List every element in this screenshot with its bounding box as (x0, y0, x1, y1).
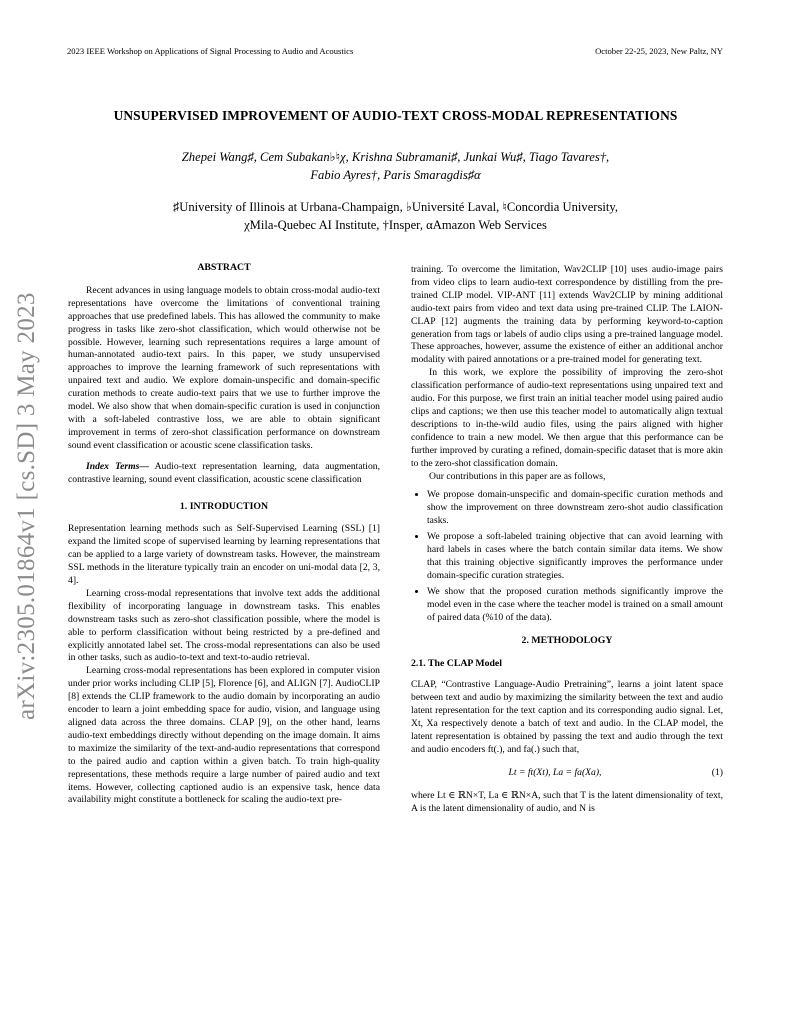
right-paragraph-2: In this work, we explore the possibility of improving the zero-shot classification performance of audio-text representations using unpaired text and audio. For this purpose, we first train an initial teacher model using paired audio clips and captions; we then use this teacher model to automatically align textual descriptions to in-the-wild audio files, using the pairs aligned with higher confidence to train a new model. We then argue that this performance can be further improved by curating a refined, domain-specific dataset that is more akin to the zero-shot classification domain. (411, 367, 723, 469)
index-terms (68, 461, 380, 487)
equation-number: (1) (711, 766, 723, 778)
header-conference: 2023 IEEE Workshop on Applications of Signal Processing to Audio and Acoustics (67, 46, 354, 56)
affiliation-line-1: ♯University of Illinois at Urbana-Champaign, ♭Université Laval, ♮Concordia University, (172, 200, 619, 214)
abstract-text: Recent advances in using language models to obtain cross-modal audio-text representations have overcome the limitations of conventional training approaches that use predefined labels. This has allowed the community to make progress in tasks like zero-shot classification, which would otherwise not be possible. However, learning such representations requires a large amount of human-annotated audio-text pairs. In this paper, we study unsupervised approaches to improve the learning framework of such representations with unpaired text and audio. We explore domain-unspecific and domain-specific curation methods to create audio-text pairs that we use to further improve the model. We also show that when domain-specific curation is used in conjunction with a soft-labeled contrastive loss, we are able to obtain significant improvement in terms of zero-shot classification performance on downstream sound event classification or acoustic scene classification tasks. (68, 284, 380, 451)
intro-paragraph-2: Learning cross-modal representations that involve text adds the additional flexibility of incorporating language in downstream tasks. This enables downstream tasks such as zero-shot classification possible, where the model is able to perform classification without being restricted by a pre-defined and explicitly annotated label set. The cross-modal representations can also be used in other tasks, such as audio-to-text and text-to-audio retrieval. (68, 587, 380, 664)
contribution-item: • We propose a soft-labeled training objective that can avoid learning with hard labels in cases where the batch contain similar data items. We show that this training objective significantly improves the performance under domain-specific curation strategies. (427, 531, 723, 583)
author-list (120, 148, 671, 184)
abstract-heading: ABSTRACT (197, 262, 251, 273)
left-column (68, 262, 380, 807)
paper-title: UNSUPERVISED IMPROVEMENT OF AUDIO-TEXT CROSS-MODAL REPRESENTATIONS (113, 108, 678, 123)
equation-body: Lt = ft(Xt), La = fa(Xa), (508, 766, 602, 778)
contribution-item: • We propose domain-unspecific and domain-specific curation methods and show the improvement on three downstream zero-shot audio classification tasks. (427, 489, 723, 528)
intro-paragraph-1: Representation learning methods such as Self-Supervised Learning (SSL) [1] expand the limited scope of supervised learning by learning representations that can be applied to a large variety of downstream tasks. However, the mainstream SSL methods in the literature typically train an encoder on uni-modal data [2, 3, 4]. (68, 523, 380, 587)
contributions-list (411, 489, 723, 624)
clap-subheading: 2.1. The CLAP Model (411, 658, 502, 670)
methodology-heading: 2. METHODOLOGY (521, 635, 613, 647)
author-line-1: Zhepei Wang♯, Cem Subakan♭♮χ, Krishna Subramani♯, Junkai Wu♯, Tiago Tavares†, (181, 150, 610, 164)
affiliation-line-2: χMila-Quebec AI Institute, †Insper, αAmazon Web Services (244, 218, 547, 232)
contributions-intro: Our contributions in this paper are as follows, (429, 470, 606, 482)
equation-1 (411, 767, 723, 780)
intro-paragraph-3: Learning cross-modal representations has been explored in computer vision under prior works including CLIP [5], Florence [6], and ALIGN [7]. AudioCLIP [8] extends the CLIP framework to the audio domain by incorporating an audio encoder to learn a joint embedding space for audio, vision, and language using aligned data across the three domains. CLAP [9], on the other hand, learns audio-text embeddings directly without depending on the image domain. It aims to maximize the similarity of the text-and-audio representations that correspond to the paired audio and caption within a given batch. To train high-quality representations, these methods require a large number of paired audio and text items. However, collecting captioned audio is an expensive task, hence data availability might constitute a bottleneck for scaling the audio-text pre- (68, 665, 380, 806)
right-column (411, 264, 723, 815)
index-terms-label: Index Terms— (86, 460, 149, 472)
methodology-paragraph-1: CLAP, “Contrastive Language-Audio Pretraining”, learns a joint latent space between text and audio by maximizing the similarity between the text and audio latent representation for the text caption and its corresponding audio signal. Let, Xt, Xa respectively denote a batch of text and audio. In the CLAP model, the latent representation is obtained by passing the text and audio through the text and audio encoders ft(.), and fa(.) such that, (411, 679, 723, 755)
right-paragraph-1: training. To overcome the limitation, Wav2CLIP [10] uses audio-image pairs from video clips to learn audio-text correspondence by distilling from the pre-trained CLIP model. VIP-ANT [11] extends Wav2CLIP by mining additional audio-text pairs from video and text data using pre-trained CLIP. The LAION-CLAP [12] augments the training data by performing keyword-to-caption generation from tags or labels of audio clips using a pre-trained language model. These approaches, however, assume the existence of either an additional anchor modality with paired annotations or a pre-trained model for generating text. (411, 264, 723, 366)
index-terms-text: Audio-text representation learning, data augmentation, contrastive learning, sound event classification, acoustic scene classification (68, 460, 380, 485)
contribution-item: • We show that the proposed curation methods significantly improve the model even in the case where the teacher model is trained on a small amount of paired data (%10 of the data). (427, 586, 723, 625)
affiliations (100, 198, 691, 234)
author-line-2: Fabio Ayres†, Paris Smaragdis♯α (310, 168, 481, 182)
methodology-paragraph-2: where Lt ∈ ℝN×T, La ∈ ℝN×A, such that T is the latent dimensionality of text, A is the latent dimensionality of audio, and N is (411, 789, 723, 814)
header-date: October 22-25, 2023, New Paltz, NY (595, 46, 723, 56)
intro-heading: 1. INTRODUCTION (179, 500, 269, 512)
arxiv-stamp: arXiv:2305.01864v1 [cs.SD] 3 May 2023 (13, 292, 40, 720)
